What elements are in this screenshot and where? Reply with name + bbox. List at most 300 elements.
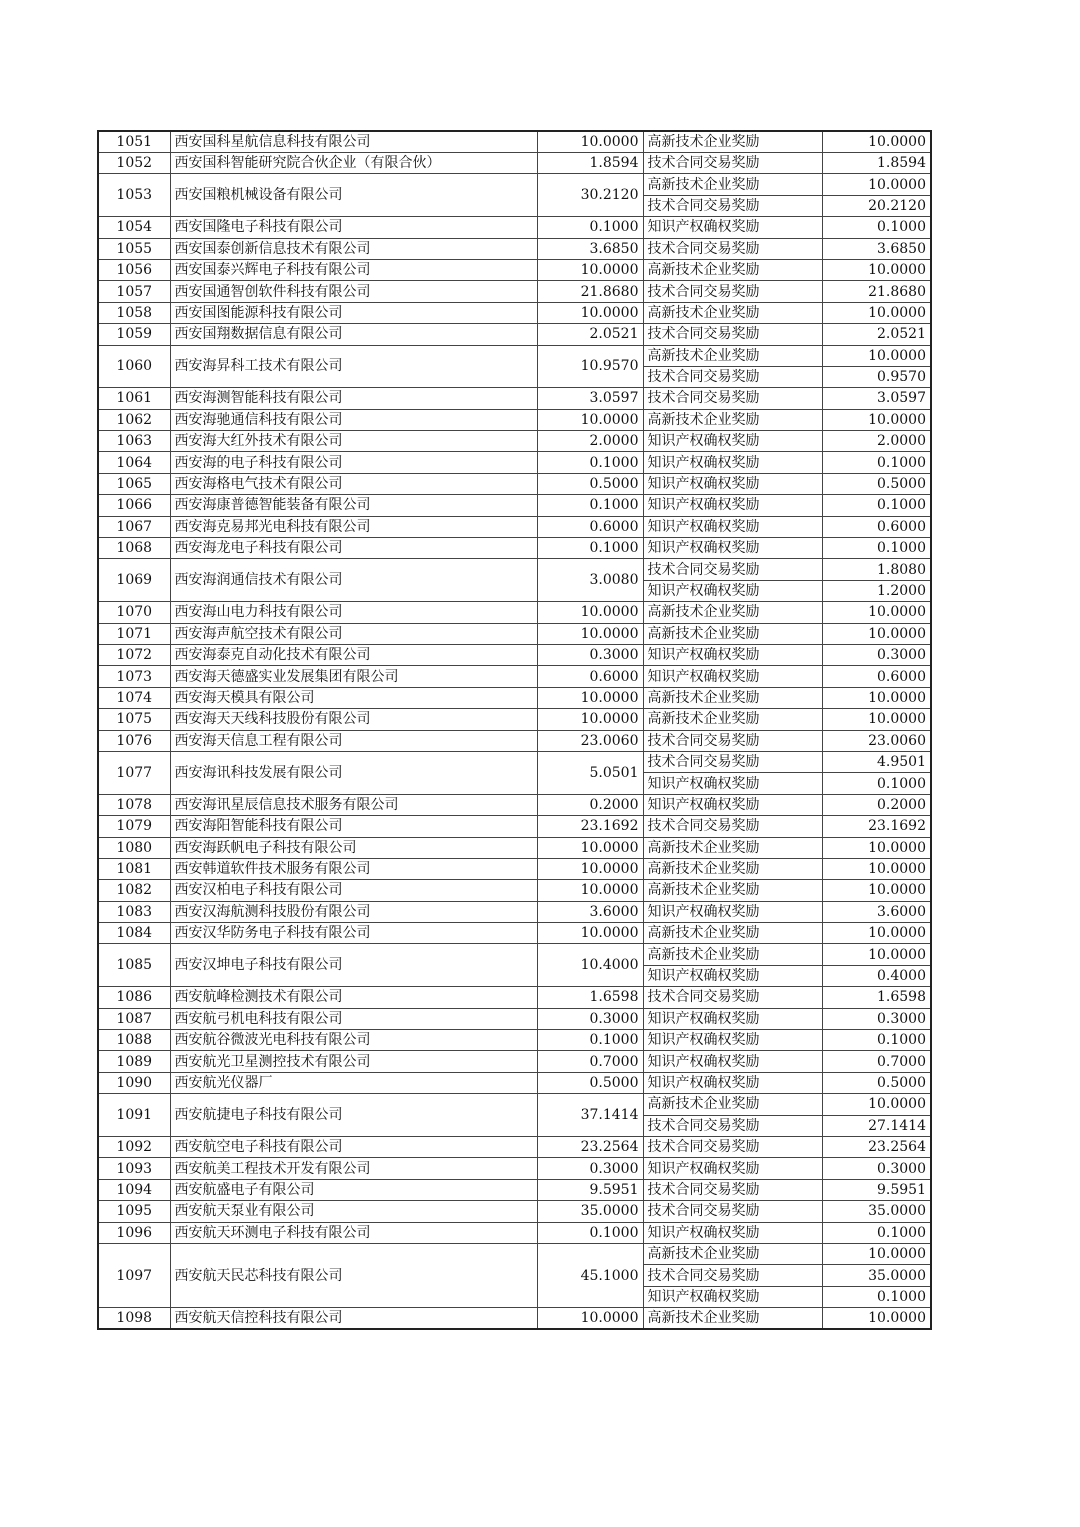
award-type: 知识产权确权奖励 (643, 495, 822, 516)
total-amount: 10.0000 (537, 259, 643, 280)
award-amount: 35.0000 (822, 1265, 931, 1286)
row-number: 1059 (98, 324, 170, 345)
award-amount: 0.6000 (822, 666, 931, 687)
award-amount: 0.1000 (822, 495, 931, 516)
award-type: 高新技术企业奖励 (643, 131, 822, 153)
award-type: 高新技术企业奖励 (643, 602, 822, 623)
row-number: 1052 (98, 153, 170, 174)
table-row (98, 153, 931, 174)
award-type: 技术合同交易奖励 (643, 153, 822, 174)
total-amount: 0.2000 (537, 794, 643, 815)
company-name: 西安国隆电子科技有限公司 (170, 217, 537, 238)
award-type: 知识产权确权奖励 (643, 580, 822, 601)
table-row (98, 1308, 931, 1330)
award-type: 知识产权确权奖励 (643, 473, 822, 494)
award-amount: 10.0000 (822, 623, 931, 644)
table-row (98, 238, 931, 259)
company-name: 西安航弓机电科技有限公司 (170, 1008, 537, 1029)
award-type: 技术合同交易奖励 (643, 324, 822, 345)
award-amount: 10.0000 (822, 174, 931, 195)
company-name: 西安汉海航测科技股份有限公司 (170, 901, 537, 922)
award-type: 高新技术企业奖励 (643, 1094, 822, 1115)
award-amount: 10.0000 (822, 880, 931, 901)
award-amount: 1.8594 (822, 153, 931, 174)
company-name: 西安航美工程技术开发有限公司 (170, 1158, 537, 1179)
award-type: 技术合同交易奖励 (643, 1115, 822, 1136)
row-number: 1056 (98, 259, 170, 280)
table-row (98, 923, 931, 944)
table-row (98, 452, 931, 473)
table-row (98, 687, 931, 708)
table-row (98, 495, 931, 516)
row-number: 1053 (98, 174, 170, 217)
award-amount: 21.8680 (822, 281, 931, 302)
row-number: 1079 (98, 816, 170, 837)
total-amount: 23.0060 (537, 730, 643, 751)
award-amount: 1.8080 (822, 559, 931, 580)
row-number: 1071 (98, 623, 170, 644)
table-row (98, 1179, 931, 1200)
award-amount: 10.0000 (822, 837, 931, 858)
row-number: 1092 (98, 1136, 170, 1157)
row-number: 1051 (98, 131, 170, 153)
company-name: 西安航天信控科技有限公司 (170, 1308, 537, 1330)
table-row (98, 324, 931, 345)
table-row (98, 1008, 931, 1029)
award-table-body (98, 131, 931, 1329)
table-row (98, 1158, 931, 1179)
award-type: 高新技术企业奖励 (643, 709, 822, 730)
award-type: 高新技术企业奖励 (643, 1243, 822, 1264)
award-type: 知识产权确权奖励 (643, 965, 822, 986)
award-type: 知识产权确权奖励 (643, 452, 822, 473)
award-type: 知识产权确权奖励 (643, 1051, 822, 1072)
table-row (98, 1094, 931, 1115)
total-amount: 10.0000 (537, 858, 643, 879)
table-row (98, 602, 931, 623)
row-number: 1083 (98, 901, 170, 922)
company-name: 西安海的电子科技有限公司 (170, 452, 537, 473)
table-row (98, 174, 931, 195)
table-row (98, 302, 931, 323)
company-name: 西安航空电子科技有限公司 (170, 1136, 537, 1157)
company-name: 西安海天天线科技股份有限公司 (170, 709, 537, 730)
company-name: 西安海驰通信科技有限公司 (170, 409, 537, 430)
row-number: 1067 (98, 516, 170, 537)
table-row (98, 751, 931, 772)
award-type: 高新技术企业奖励 (643, 923, 822, 944)
table-row (98, 709, 931, 730)
award-type: 技术合同交易奖励 (643, 987, 822, 1008)
total-amount: 0.1000 (537, 1222, 643, 1243)
award-amount: 10.0000 (822, 944, 931, 965)
company-name: 西安国泰兴辉电子科技有限公司 (170, 259, 537, 280)
company-name: 西安航天民芯科技有限公司 (170, 1243, 537, 1307)
award-amount: 2.0521 (822, 324, 931, 345)
total-amount: 10.0000 (537, 687, 643, 708)
award-amount: 10.0000 (822, 409, 931, 430)
total-amount: 10.0000 (537, 409, 643, 430)
row-number: 1078 (98, 794, 170, 815)
table-row (98, 1136, 931, 1157)
row-number: 1063 (98, 431, 170, 452)
company-name: 西安海天模具有限公司 (170, 687, 537, 708)
award-type: 技术合同交易奖励 (643, 559, 822, 580)
company-name: 西安海克易邦光电科技有限公司 (170, 516, 537, 537)
company-name: 西安韩道软件技术服务有限公司 (170, 858, 537, 879)
company-name: 西安国翔数据信息有限公司 (170, 324, 537, 345)
company-name: 西安海声航空技术有限公司 (170, 623, 537, 644)
row-number: 1076 (98, 730, 170, 751)
row-number: 1095 (98, 1201, 170, 1222)
award-type: 知识产权确权奖励 (643, 217, 822, 238)
row-number: 1073 (98, 666, 170, 687)
total-amount: 0.5000 (537, 1072, 643, 1093)
award-amount: 3.0597 (822, 388, 931, 409)
total-amount: 10.4000 (537, 944, 643, 987)
award-type: 技术合同交易奖励 (643, 816, 822, 837)
award-type: 高新技术企业奖励 (643, 1308, 822, 1330)
award-type: 技术合同交易奖励 (643, 1201, 822, 1222)
row-number: 1065 (98, 473, 170, 494)
table-row (98, 388, 931, 409)
award-amount: 0.5000 (822, 473, 931, 494)
award-type: 高新技术企业奖励 (643, 687, 822, 708)
award-type: 高新技术企业奖励 (643, 944, 822, 965)
total-amount: 0.7000 (537, 1051, 643, 1072)
row-number: 1080 (98, 837, 170, 858)
total-amount: 10.0000 (537, 602, 643, 623)
award-type: 高新技术企业奖励 (643, 174, 822, 195)
award-amount: 3.6000 (822, 901, 931, 922)
table-row (98, 131, 931, 153)
total-amount: 0.3000 (537, 644, 643, 665)
total-amount: 0.6000 (537, 516, 643, 537)
row-number: 1060 (98, 345, 170, 388)
company-name: 西安海龙电子科技有限公司 (170, 538, 537, 559)
total-amount: 23.2564 (537, 1136, 643, 1157)
award-amount: 0.1000 (822, 538, 931, 559)
row-number: 1088 (98, 1030, 170, 1051)
award-amount: 10.0000 (822, 131, 931, 153)
award-type: 知识产权确权奖励 (643, 901, 822, 922)
total-amount: 0.1000 (537, 495, 643, 516)
table-row (98, 473, 931, 494)
award-type: 技术合同交易奖励 (643, 1179, 822, 1200)
row-number: 1068 (98, 538, 170, 559)
total-amount: 21.8680 (537, 281, 643, 302)
row-number: 1087 (98, 1008, 170, 1029)
row-number: 1075 (98, 709, 170, 730)
award-type: 知识产权确权奖励 (643, 516, 822, 537)
award-type: 知识产权确权奖励 (643, 431, 822, 452)
award-amount: 0.1000 (822, 452, 931, 473)
company-name: 西安国粮机械设备有限公司 (170, 174, 537, 217)
table-row (98, 1222, 931, 1243)
row-number: 1094 (98, 1179, 170, 1200)
award-type: 知识产权确权奖励 (643, 1030, 822, 1051)
row-number: 1057 (98, 281, 170, 302)
award-type: 知识产权确权奖励 (643, 1222, 822, 1243)
award-amount: 23.2564 (822, 1136, 931, 1157)
table-row (98, 409, 931, 430)
award-amount: 9.5951 (822, 1179, 931, 1200)
award-amount: 1.2000 (822, 580, 931, 601)
award-type: 技术合同交易奖励 (643, 281, 822, 302)
company-name: 西安汉华防务电子科技有限公司 (170, 923, 537, 944)
table-row (98, 901, 931, 922)
total-amount: 10.9570 (537, 345, 643, 388)
total-amount: 10.0000 (537, 623, 643, 644)
table-row (98, 666, 931, 687)
award-type: 知识产权确权奖励 (643, 773, 822, 794)
company-name: 西安海跃帆电子科技有限公司 (170, 837, 537, 858)
total-amount: 2.0000 (537, 431, 643, 452)
award-amount: 20.2120 (822, 195, 931, 216)
total-amount: 10.0000 (537, 1308, 643, 1330)
company-name: 西安海昇科工技术有限公司 (170, 345, 537, 388)
award-type: 技术合同交易奖励 (643, 751, 822, 772)
company-name: 西安航光卫星测控技术有限公司 (170, 1051, 537, 1072)
row-number: 1054 (98, 217, 170, 238)
award-type: 技术合同交易奖励 (643, 238, 822, 259)
total-amount: 10.0000 (537, 923, 643, 944)
company-name: 西安国通智创软件科技有限公司 (170, 281, 537, 302)
company-name: 西安海讯星辰信息技术服务有限公司 (170, 794, 537, 815)
table-row (98, 987, 931, 1008)
table-row (98, 217, 931, 238)
award-table (97, 130, 932, 1330)
award-type: 知识产权确权奖励 (643, 794, 822, 815)
row-number: 1085 (98, 944, 170, 987)
award-amount: 0.5000 (822, 1072, 931, 1093)
award-amount: 10.0000 (822, 923, 931, 944)
total-amount: 2.0521 (537, 324, 643, 345)
company-name: 西安汉坤电子科技有限公司 (170, 944, 537, 987)
row-number: 1096 (98, 1222, 170, 1243)
total-amount: 3.6000 (537, 901, 643, 922)
award-amount: 10.0000 (822, 1308, 931, 1330)
row-number: 1058 (98, 302, 170, 323)
total-amount: 35.0000 (537, 1201, 643, 1222)
table-row (98, 816, 931, 837)
row-number: 1084 (98, 923, 170, 944)
row-number: 1062 (98, 409, 170, 430)
award-amount: 10.0000 (822, 1094, 931, 1115)
award-amount: 10.0000 (822, 687, 931, 708)
total-amount: 10.0000 (537, 302, 643, 323)
row-number: 1072 (98, 644, 170, 665)
table-row (98, 1201, 931, 1222)
award-amount: 0.1000 (822, 1030, 931, 1051)
company-name: 西安海阳智能科技有限公司 (170, 816, 537, 837)
company-name: 西安海格电气技术有限公司 (170, 473, 537, 494)
company-name: 西安航天环测电子科技有限公司 (170, 1222, 537, 1243)
row-number: 1077 (98, 751, 170, 794)
award-type: 技术合同交易奖励 (643, 1265, 822, 1286)
row-number: 1098 (98, 1308, 170, 1330)
table-row (98, 1072, 931, 1093)
total-amount: 30.2120 (537, 174, 643, 217)
table-row (98, 259, 931, 280)
award-amount: 10.0000 (822, 259, 931, 280)
award-type: 技术合同交易奖励 (643, 366, 822, 387)
total-amount: 3.0597 (537, 388, 643, 409)
award-amount: 10.0000 (822, 302, 931, 323)
award-amount: 23.1692 (822, 816, 931, 837)
company-name: 西安海润通信技术有限公司 (170, 559, 537, 602)
company-name: 西安海大红外技术有限公司 (170, 431, 537, 452)
award-amount: 27.1414 (822, 1115, 931, 1136)
award-type: 高新技术企业奖励 (643, 858, 822, 879)
company-name: 西安航峰检测技术有限公司 (170, 987, 537, 1008)
award-amount: 1.6598 (822, 987, 931, 1008)
award-type: 技术合同交易奖励 (643, 388, 822, 409)
company-name: 西安国科星航信息科技有限公司 (170, 131, 537, 153)
award-amount: 10.0000 (822, 709, 931, 730)
row-number: 1064 (98, 452, 170, 473)
award-amount: 23.0060 (822, 730, 931, 751)
award-type: 知识产权确权奖励 (643, 1286, 822, 1307)
award-amount: 0.2000 (822, 794, 931, 815)
award-type: 知识产权确权奖励 (643, 1008, 822, 1029)
award-amount: 3.6850 (822, 238, 931, 259)
table-row (98, 730, 931, 751)
company-name: 西安航捷电子科技有限公司 (170, 1094, 537, 1137)
total-amount: 0.1000 (537, 452, 643, 473)
total-amount: 0.6000 (537, 666, 643, 687)
company-name: 西安国科智能研究院合伙企业（有限合伙） (170, 153, 537, 174)
row-number: 1090 (98, 1072, 170, 1093)
total-amount: 10.0000 (537, 880, 643, 901)
company-name: 西安海泰克自动化技术有限公司 (170, 644, 537, 665)
table-row (98, 281, 931, 302)
award-type: 知识产权确权奖励 (643, 538, 822, 559)
total-amount: 1.6598 (537, 987, 643, 1008)
table-row (98, 644, 931, 665)
award-amount: 2.0000 (822, 431, 931, 452)
award-type: 高新技术企业奖励 (643, 345, 822, 366)
award-type: 高新技术企业奖励 (643, 880, 822, 901)
table-row (98, 431, 931, 452)
award-amount: 10.0000 (822, 858, 931, 879)
award-amount: 0.4000 (822, 965, 931, 986)
total-amount: 23.1692 (537, 816, 643, 837)
total-amount: 0.5000 (537, 473, 643, 494)
total-amount: 37.1414 (537, 1094, 643, 1137)
award-amount: 0.6000 (822, 516, 931, 537)
award-type: 高新技术企业奖励 (643, 409, 822, 430)
table-row (98, 345, 931, 366)
row-number: 1091 (98, 1094, 170, 1137)
total-amount: 0.3000 (537, 1158, 643, 1179)
award-type: 技术合同交易奖励 (643, 730, 822, 751)
award-amount: 0.3000 (822, 1008, 931, 1029)
award-type: 高新技术企业奖励 (643, 302, 822, 323)
company-name: 西安国图能源科技有限公司 (170, 302, 537, 323)
company-name: 西安海讯科技发展有限公司 (170, 751, 537, 794)
row-number: 1097 (98, 1243, 170, 1307)
row-number: 1081 (98, 858, 170, 879)
total-amount: 45.1000 (537, 1243, 643, 1307)
company-name: 西安航谷微波光电科技有限公司 (170, 1030, 537, 1051)
company-name: 西安海康普德智能装备有限公司 (170, 495, 537, 516)
table-row (98, 516, 931, 537)
award-type: 技术合同交易奖励 (643, 195, 822, 216)
table-row (98, 794, 931, 815)
company-name: 西安航光仪器厂 (170, 1072, 537, 1093)
award-amount: 10.0000 (822, 345, 931, 366)
total-amount: 10.0000 (537, 131, 643, 153)
award-amount: 0.1000 (822, 1222, 931, 1243)
total-amount: 5.0501 (537, 751, 643, 794)
company-name: 西安海天德盛实业发展集团有限公司 (170, 666, 537, 687)
row-number: 1055 (98, 238, 170, 259)
total-amount: 0.1000 (537, 538, 643, 559)
row-number: 1086 (98, 987, 170, 1008)
award-type: 高新技术企业奖励 (643, 837, 822, 858)
award-type: 知识产权确权奖励 (643, 1158, 822, 1179)
total-amount: 3.0080 (537, 559, 643, 602)
row-number: 1061 (98, 388, 170, 409)
award-type: 知识产权确权奖励 (643, 666, 822, 687)
row-number: 1069 (98, 559, 170, 602)
award-type: 技术合同交易奖励 (643, 1136, 822, 1157)
award-type: 高新技术企业奖励 (643, 623, 822, 644)
company-name: 西安海测智能科技有限公司 (170, 388, 537, 409)
table-row (98, 1030, 931, 1051)
company-name: 西安国泰创新信息技术有限公司 (170, 238, 537, 259)
table-row (98, 1051, 931, 1072)
total-amount: 0.1000 (537, 1030, 643, 1051)
row-number: 1082 (98, 880, 170, 901)
award-amount: 0.3000 (822, 644, 931, 665)
table-row (98, 944, 931, 965)
row-number: 1089 (98, 1051, 170, 1072)
table-row (98, 559, 931, 580)
total-amount: 9.5951 (537, 1179, 643, 1200)
row-number: 1074 (98, 687, 170, 708)
award-amount: 0.9570 (822, 366, 931, 387)
award-amount: 0.1000 (822, 217, 931, 238)
award-amount: 4.9501 (822, 751, 931, 772)
table-row (98, 837, 931, 858)
total-amount: 1.8594 (537, 153, 643, 174)
award-type: 高新技术企业奖励 (643, 259, 822, 280)
award-amount: 10.0000 (822, 602, 931, 623)
total-amount: 3.6850 (537, 238, 643, 259)
table-row (98, 538, 931, 559)
company-name: 西安航天泵业有限公司 (170, 1201, 537, 1222)
company-name: 西安航盛电子有限公司 (170, 1179, 537, 1200)
total-amount: 0.3000 (537, 1008, 643, 1029)
award-amount: 35.0000 (822, 1201, 931, 1222)
award-amount: 0.1000 (822, 1286, 931, 1307)
total-amount: 10.0000 (537, 709, 643, 730)
award-amount: 10.0000 (822, 1243, 931, 1264)
row-number: 1070 (98, 602, 170, 623)
award-type: 知识产权确权奖励 (643, 1072, 822, 1093)
award-amount: 0.3000 (822, 1158, 931, 1179)
company-name: 西安海天信息工程有限公司 (170, 730, 537, 751)
table-row (98, 880, 931, 901)
company-name: 西安海山电力科技有限公司 (170, 602, 537, 623)
award-amount: 0.7000 (822, 1051, 931, 1072)
row-number: 1066 (98, 495, 170, 516)
award-amount: 0.1000 (822, 773, 931, 794)
table-row (98, 623, 931, 644)
total-amount: 10.0000 (537, 837, 643, 858)
